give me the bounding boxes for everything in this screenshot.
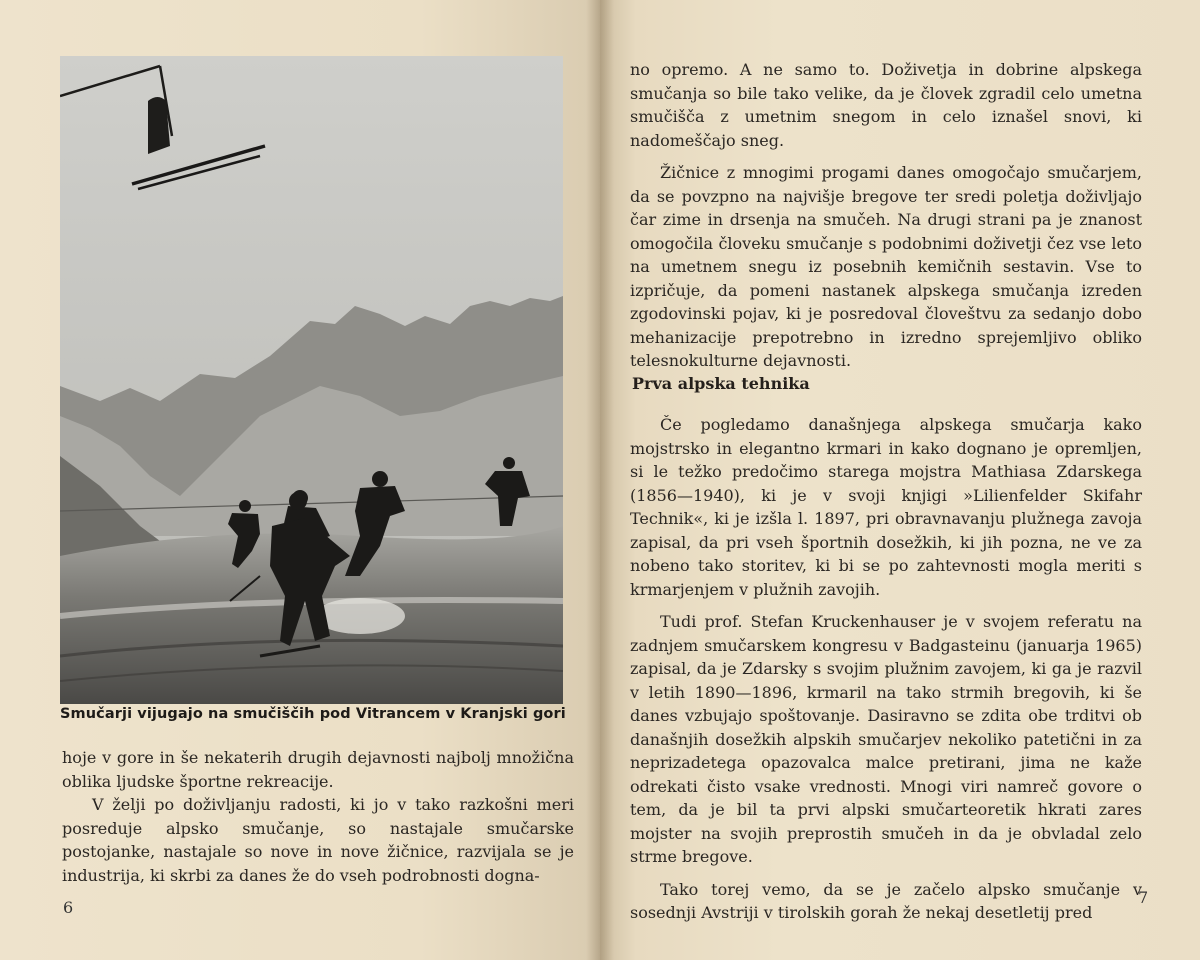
paragraph: V želji po doživljanju radosti, ki jo v tako razkošni meri posreduje alpsko smučanje, so nastajale smučarske postojanke, nastajale so nove in nove žičnice, razvijala se je industrija, ki skrbi za danes že do vseh podrobnosti dogna- [62,795,574,885]
paragraph: hoje v gore in še nekaterih drugih dejavnosti najbolj množična oblika ljudske športne rekreacije. [62,748,574,791]
book-gutter [586,0,614,960]
page-number-right: 7 [1138,888,1149,907]
right-page-text-section [630,413,1142,925]
left-page-text [62,746,574,887]
paragraph: no opremo. A ne samo to. Doživetja in dobrine alpskega smučanja so bile tako velike, da je človek zgradil celo umetna smučišča z umetnim snegom in celo iznašel snovi, ki nadomeščajo sneg. [630,60,1142,150]
page-number-left: 6 [63,898,74,917]
skiers-photo [60,56,563,704]
right-page-text-top [630,58,1142,373]
paragraph: Žičnice z mnogimi progami danes omogočajo smučarjem, da se povzpno na najvišje bregove ter sredi poletja doživljajo čar zime in drsenja na smučeh. Na drugi strani pa je znanost omogočila človeku smučanje s podobnimi doživetji čez vse leto na umetnem snegu iz posebnih kemičnih sestavin. Vse to izpričuje, da pomeni nastanek alpskega smučanja izreden zgodovinski pojav, ki je posredoval človeštvu za sedanjo dobo mehanizacije prepotrebno in izredno sprejemljivo obliko telesnokulturne dejavnosti. [630,163,1142,370]
paragraph: Če pogledamo današnjega alpskega smučarja kako mojstrsko in elegantno krmari in kako dognano je opremljen, si le težko predočimo starega mojstra Mathiasa Zdarskega (1856—1940), ki je v svoji knjigi »Lilienfelder Skifahr Technik«, ki je izšla l. 1897, pri obravnavanju plužnega zavoja zapisal, da pri vseh športnih dosežkih, ki jih pozna, ne ve za nobeno tako storitev, ki bi se po zahtevnosti mogla meriti s krmarjenjem v plužnih zavojih. [630,415,1142,599]
paragraph: Tudi prof. Stefan Kruckenhauser je v svojem referatu na zadnjem smučarskem kongresu v Badgasteinu (januarja 1965) zapisal, da je Zdarsky s svojim plužnim zavojem, ki ga je razvil v letih 1890—1896, krmaril na tako strmih bregovih, ki še danes vzbujajo spoštovanje. Dasiravno se zdita obe trditvi ob današnjih dosežkih alpskih smučarjev nekoliko patetični in za neprizadetega opazovalca malce pretirani, jima ne kaže odrekati čisto vsake vrednosti. Mnogi viri namreč govore o tem, da je bil ta prvi alpski smučarteoretik hkrati zares mojster na svojih preprostih smučeh in da je obvladal zelo strme bregove. [630,612,1142,866]
photo-caption: Smučarji vijugajo na smučiščih pod Vitrancem v Kranjski gori [60,706,566,722]
section-heading: Prva alpska tehnika [632,374,810,393]
paragraph: Tako torej vemo, da se je začelo alpsko smučanje v sosednji Avstriji v tirolskih gorah že nekaj desetletij pred [630,879,1142,922]
